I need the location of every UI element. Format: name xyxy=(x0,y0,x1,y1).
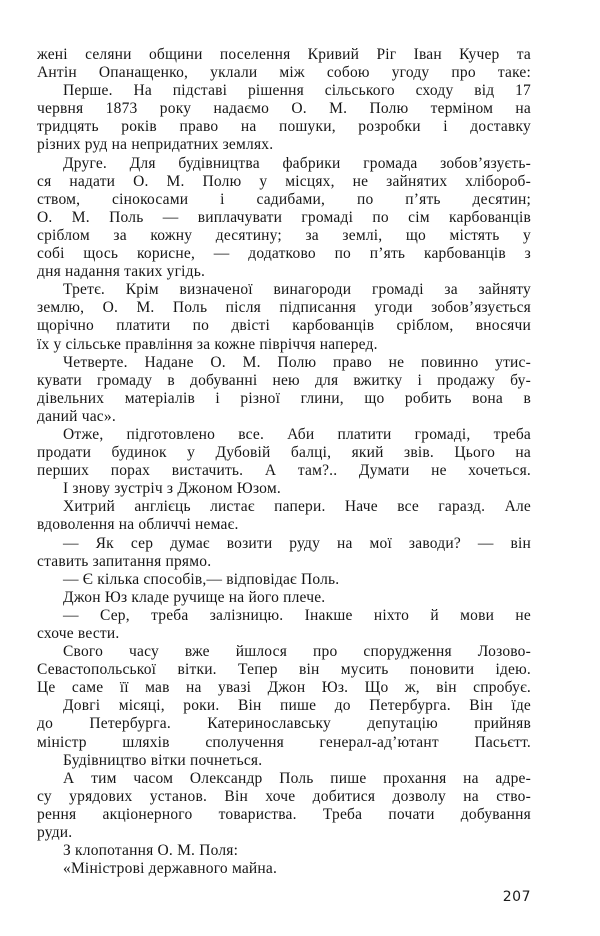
text-line: Севастопольської вітки. Тепер він мусить поновити ідею. xyxy=(37,661,531,679)
text-line: кувати громаду в добуванні нею для вжитку і продажу бу- xyxy=(37,371,531,389)
text-line: різних руд на непридатних землях. xyxy=(37,136,274,154)
text-line: Це саме її мав на увазі Джон Юз. Що ж, він спробує. xyxy=(37,679,531,697)
page-number: 207 xyxy=(502,889,531,905)
text-line: даний час». xyxy=(37,407,116,425)
text-line: Довгі місяці, роки. Він пише до Петербурга. Він їде xyxy=(63,697,531,715)
text-line: Отже, підготовлено все. Аби платити громаді, треба xyxy=(63,425,531,443)
text-line: продати будинок у Дубовій балці, який звів. Цього на xyxy=(37,444,531,462)
text-line: рення акціонерного товариства. Треба почати добування xyxy=(37,805,531,823)
text-line: Свого часу вже йшлося про спорудження Лозово- xyxy=(63,643,531,661)
text-line: перших порах вистачить. А там?.. Думати не хочеться. xyxy=(37,462,531,480)
text-line: вдоволення на обличчі немає. xyxy=(37,516,239,534)
page-text xyxy=(37,46,531,878)
text-line: — Є кілька способів,— відповідає Поль. xyxy=(63,570,340,588)
text-line: Джон Юз кладе ручище на його плече. xyxy=(63,588,326,606)
text-line: до Петербурга. Катеринославську депутацію прийняв xyxy=(37,715,531,733)
text-line: червня 1873 року надаємо О. М. Полю терміном на xyxy=(37,100,531,118)
text-line: — Як сер думає возити руду на мої заводи? — він xyxy=(63,534,531,552)
text-line: ся надати О. М. Полю у місцях, не зайнятих хлібороб- xyxy=(37,172,531,190)
text-line: щорічно платити по двісті карбованців сріблом, вносячи xyxy=(37,317,531,335)
text-line: їх у сільське правління за кожне півріччя наперед. xyxy=(37,335,378,353)
text-line: О. М. Поль — виплачувати громаді по сім карбованців xyxy=(37,208,531,226)
text-line: З клопотання О. М. Поля: xyxy=(63,842,239,860)
text-line: дня надання таких угідь. xyxy=(37,263,206,281)
text-line: схоче вести. xyxy=(37,625,120,642)
text-line: Перше. На підставі рішення сільського сходу від 17 xyxy=(63,82,531,100)
text-line: ставить запитання прямо. xyxy=(37,552,212,570)
text-line: собі щось корисне, — додатково по п’ять карбованців з xyxy=(37,245,531,263)
text-line: землю, О. М. Поль після підписання угоди зобов’язується xyxy=(37,299,531,317)
text-line: жені селяни общини поселення Кривий Ріг Іван Кучер та xyxy=(37,46,531,63)
text-line: А тим часом Олександр Поль пише прохання на адре- xyxy=(63,769,531,787)
text-line: дівельних матеріалів і різної глини, що робить вона в xyxy=(37,389,531,407)
text-line: сріблом за кожну десятину; за землі, що містять у xyxy=(37,226,531,244)
text-line: Третє. Крім визначеної винагороди громаді за зайняту xyxy=(63,281,531,299)
text-line: Антін Опанащенко, уклали між собою угоду про таке: xyxy=(37,64,531,82)
text-line: Будівництво вітки почнеться. xyxy=(63,751,263,769)
text-line: міністр шляхів сполучення генерал-ад’ютант Пасьєтт. xyxy=(37,733,531,751)
text-line: Друге. Для будівництва фабрики громада зобов’язуєть- xyxy=(63,154,531,172)
text-line: Четверте. Надане О. М. Полю право не повинно утис- xyxy=(63,353,531,371)
text-line: І знову зустріч з Джоном Юзом. xyxy=(63,480,281,498)
text-line: тридцять років право на пошуки, розробки і доставку xyxy=(37,118,531,136)
text-line: Хитрий англієць листає папери. Наче все гаразд. Але xyxy=(63,498,531,516)
text-line: руди. xyxy=(37,824,73,842)
text-line: су урядових установ. Він хоче добитися дозволу на ство- xyxy=(37,787,531,805)
text-line: — Сер, треба залізницю. Інакше ніхто й мови не xyxy=(63,606,531,624)
text-line: «Міністрові державного майна. xyxy=(63,860,278,878)
text-line: ством, сінокосами і садибами, по п’ять десятин; xyxy=(37,190,531,208)
